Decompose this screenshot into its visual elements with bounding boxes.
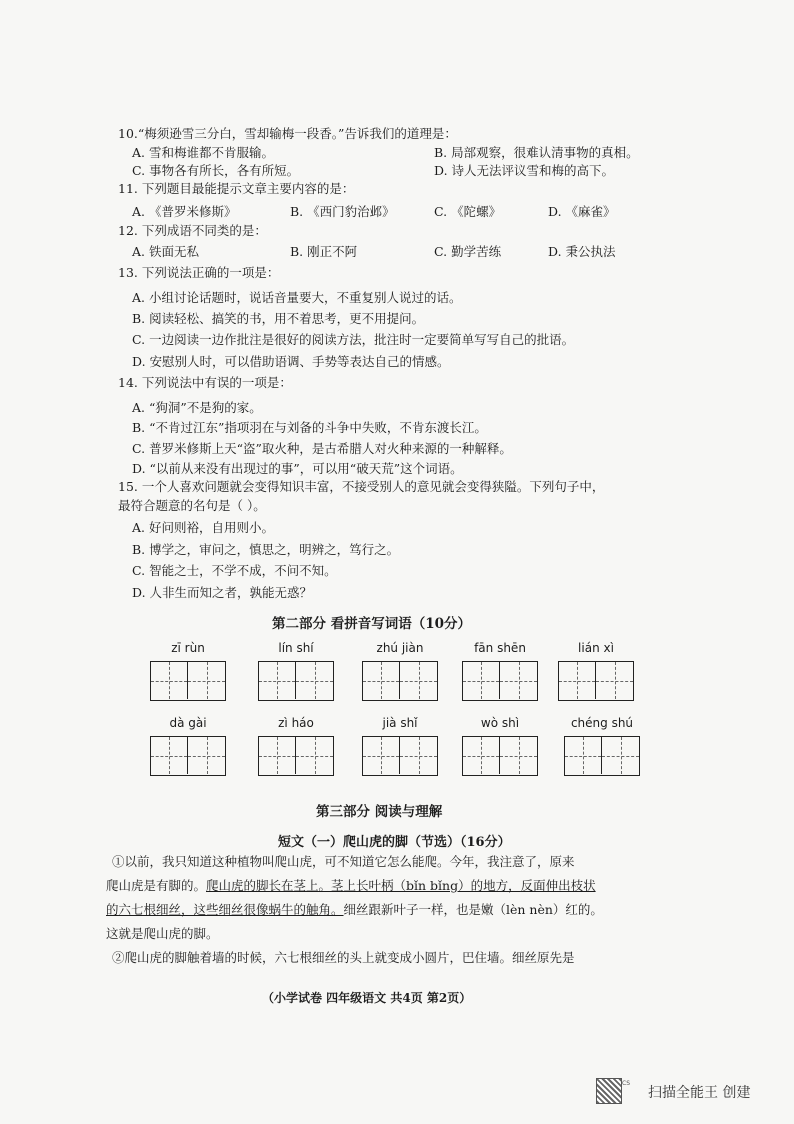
q10-stem: 10.“梅须逊雪三分白，雪却输梅一段香。”告诉我们的道理是： — [118, 126, 457, 141]
q14-option-d: D. “以前从来没有出现过的事”，可以用“破天荒”这个词语。 — [132, 461, 463, 476]
pinyin-label: chéng shú — [570, 716, 634, 730]
q12-option-b: B. 刚正不阿 — [290, 244, 358, 259]
passage-line: 这就是爬山虎的脚。 — [106, 926, 219, 941]
q11-option-a: A. 《普罗米修斯》 — [132, 204, 237, 219]
q12-option-c: C. 勤学苦练 — [434, 244, 502, 259]
writing-grid[interactable] — [150, 736, 226, 776]
scanner-logo-icon — [596, 1078, 622, 1104]
writing-grid[interactable] — [362, 736, 438, 776]
scanner-watermark: 扫描全能王 创建 — [648, 1085, 751, 1101]
q13-option-b: B. 阅读轻松、搞笑的书，用不着思考，更不用提问。 — [132, 311, 425, 326]
q15-stem-line1: 15. 一个人喜欢问题就会变得知识丰富，不接受别人的意见就会变得狭隘。下列句子中， — [118, 479, 605, 494]
q15-stem-line2: 最符合题意的名句是（ ）。 — [118, 498, 266, 513]
q14-option-a: A. “狗洞”不是狗的家。 — [132, 400, 262, 415]
q11-stem: 11. 下列题目最能提示文章主要内容的是： — [118, 181, 355, 196]
q14-option-c: C. 普罗米修斯上天“盗”取火种，是古希腊人对火种来源的一种解释。 — [132, 441, 512, 456]
q12-stem: 12. 下列成语不同类的是： — [118, 223, 267, 238]
passage-title: 短文（一）爬山虎的脚（节选）（16分） — [278, 835, 511, 850]
q12-option-a: A. 铁面无私 — [132, 244, 199, 259]
underlined-sentence: 爬山虎的脚长在茎上。茎上长叶柄（bǐn bǐng）的地方，反面伸出枝状 — [206, 878, 596, 893]
pinyin-label: fān shēn — [474, 641, 526, 655]
pinyin-label: zī rùn — [171, 641, 205, 655]
writing-grid[interactable] — [150, 661, 226, 701]
pinyin-label: wò shì — [480, 716, 520, 730]
page-footer: （小学试卷 四年级语文 共4页 第2页） — [262, 991, 472, 1005]
q11-option-c: C. 《陀螺》 — [434, 204, 502, 219]
q13-option-d: D. 安慰别人时，可以借助语调、手势等表达自己的情感。 — [132, 354, 450, 369]
writing-grid[interactable] — [564, 736, 640, 776]
passage-line: ②爬山虎的脚触着墙的时候，六七根细丝的头上就变成小圆片，巴住墙。细丝原先是 — [112, 950, 575, 965]
writing-grid[interactable] — [258, 661, 334, 701]
passage-line: ①以前，我只知道这种植物叫爬山虎，可不知道它怎么能爬。今年，我注意了，原来 — [112, 854, 575, 869]
q10-option-c: C. 事物各有所长，各有所短。 — [132, 163, 300, 178]
q10-option-d: D. 诗人无法评议雪和梅的高下。 — [434, 163, 615, 178]
q10-option-a: A. 雪和梅谁都不肯服输。 — [132, 145, 274, 160]
q10-option-b: B. 局部观察，很难认清事物的真相。 — [434, 145, 639, 160]
scanner-logo-mark: CS — [622, 1080, 630, 1087]
part3-title: 第三部分 阅读与理解 — [316, 804, 443, 820]
q15-option-b: B. 博学之，审问之，慎思之，明辨之，笃行之。 — [132, 542, 400, 557]
pinyin-label: lín shí — [278, 641, 314, 655]
part2-title: 第二部分 看拼音写词语（10分） — [272, 616, 471, 632]
passage-line — [106, 901, 603, 919]
writing-grid[interactable] — [558, 661, 634, 701]
pinyin-label: zì háo — [278, 716, 314, 730]
passage-line — [106, 877, 596, 895]
pinyin-label: dà gài — [169, 716, 207, 730]
q13-stem: 13. 下列说法正确的一项是： — [118, 265, 280, 280]
q15-option-c: C. 智能之士，不学不成，不问不知。 — [132, 563, 337, 578]
q12-option-d: D. 秉公执法 — [548, 244, 616, 259]
writing-grid[interactable] — [362, 661, 438, 701]
q13-option-c: C. 一边阅读一边作批注是很好的阅读方法，批注时一定要简单写写自己的批语。 — [132, 332, 575, 347]
writing-grid[interactable] — [462, 736, 538, 776]
q14-stem: 14. 下列说法中有误的一项是： — [118, 375, 292, 390]
pinyin-label: lián xì — [578, 641, 614, 655]
writing-grid[interactable] — [258, 736, 334, 776]
pinyin-label: jià shǐ — [382, 716, 418, 730]
passage-text: 爬山虎是有脚的。 — [106, 878, 207, 893]
passage-text: 细丝跟新叶子一样，也是嫩（lèn nèn）红的。 — [343, 902, 603, 917]
q11-option-d: D. 《麻雀》 — [548, 204, 616, 219]
q13-option-a: A. 小组讨论话题时，说话音量要大，不重复别人说过的话。 — [132, 290, 462, 305]
q15-option-a: A. 好问则裕，自用则小。 — [132, 520, 274, 535]
q14-option-b: B. “不肯过江东”指项羽在与刘备的斗争中失败，不肯东渡长江。 — [132, 420, 487, 435]
underlined-sentence: 的六七根细丝，这些细丝很像蜗牛的触角。 — [106, 902, 344, 917]
writing-grid[interactable] — [462, 661, 538, 701]
q15-option-d: D. 人非生而知之者，孰能无惑？ — [132, 585, 313, 600]
q11-option-b: B. 《西门豹治邺》 — [290, 204, 395, 219]
pinyin-label: zhú jiàn — [376, 641, 424, 655]
